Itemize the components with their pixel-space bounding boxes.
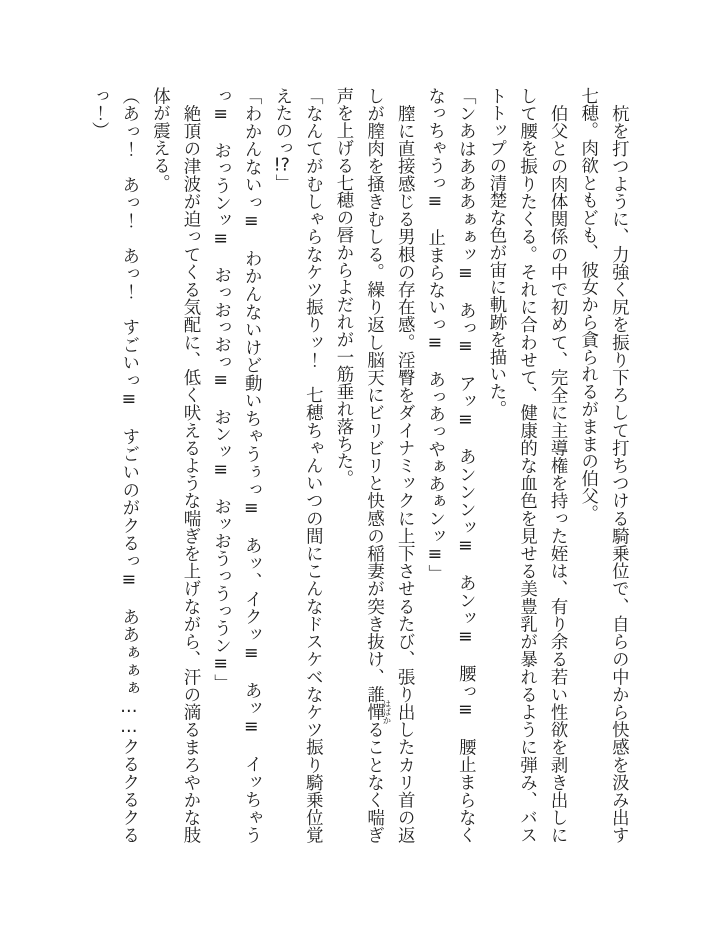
text-column: っ≡ おっうンッ≡ おっおっおっ≡ おンッ≡ おッおうっうっうン≡」 [210, 87, 231, 692]
text-column: 絶頂の津波が迫ってくる気配に、低く吠えるような喘ぎを上げながら、汗の滴るまろやかな肢 [180, 87, 200, 844]
text-column: 膣に直接感じる男根の存在感。淫臀をダイナミックに上下させるたび、張り出したカリ首の返 [394, 87, 415, 844]
text-column: なっちゃうっ≡ 止まらないっ≡ あっあっやぁあぁンッ≡」 [424, 87, 445, 582]
text-column: 伯父との肉体関係の中で初めて、完全に主導権を持った姪は、有り余る若い性欲を剥き出しに [547, 87, 568, 844]
ruby-base-char: 憚 [363, 703, 384, 721]
text-column: 杭を打つように、力強く尻を振り下ろして打ちつける騎乗位で、自らの中から快感を汲み出す [608, 87, 629, 844]
text-column: 体が震える。 [149, 87, 170, 192]
text-segment: 」 [271, 174, 292, 192]
text-column: 七穂。肉欲ともども、彼女から貪られるがままの伯父。 [577, 87, 598, 522]
text-segment: ることなく喘ぎ [363, 720, 384, 844]
text-segment: しが膣肉を掻きむしる。繰り返し脳天にビリビリと快感の稲妻が突き抜け、誰 [363, 87, 384, 704]
ruby-base [363, 699, 392, 725]
text-column: 「わかんないっ≡ わかんないけど動いちゃうぅっ≡ あッ、イクッ≡ あッ≡ イッちゃう [241, 87, 262, 844]
text-column [266, 87, 297, 844]
text-column: 声を上げる七穂の唇からよだれが一筋垂れ落ちた。 [332, 87, 353, 488]
text-column: して腰を振りたくる。それに合わせて、健康的な血色を見せる美豊乳が暴れるように弾み、バス [516, 87, 537, 844]
ruby-text: はばか [381, 699, 392, 725]
vertical-text-body [83, 87, 634, 844]
text-column [358, 87, 392, 844]
text-column: トトップの清楚な色が宙に軌跡を描いた。 [485, 87, 506, 418]
text-column: 「なんてがむしゃらなケツ振りッ！ 七穂ちゃんいつの間にこんなドスケベなケツ振り騎乗位覚 [302, 87, 323, 844]
tate-chu-yoko: !? [273, 156, 290, 175]
text-segment: えたのっ [271, 87, 292, 157]
text-column: っ！） [88, 87, 109, 140]
text-column: 「ンあはあああぁぁッ≡ あっ≡ アッ≡ あンンンッ≡ あンッ≡ 腰っ≡ 腰止まらなく [455, 87, 476, 844]
text-column: （あっ！ あっ！ あっ！ すごいっ≡ すごいのがクるっ≡ ああぁぁぁ……クるクるクる [118, 87, 139, 844]
